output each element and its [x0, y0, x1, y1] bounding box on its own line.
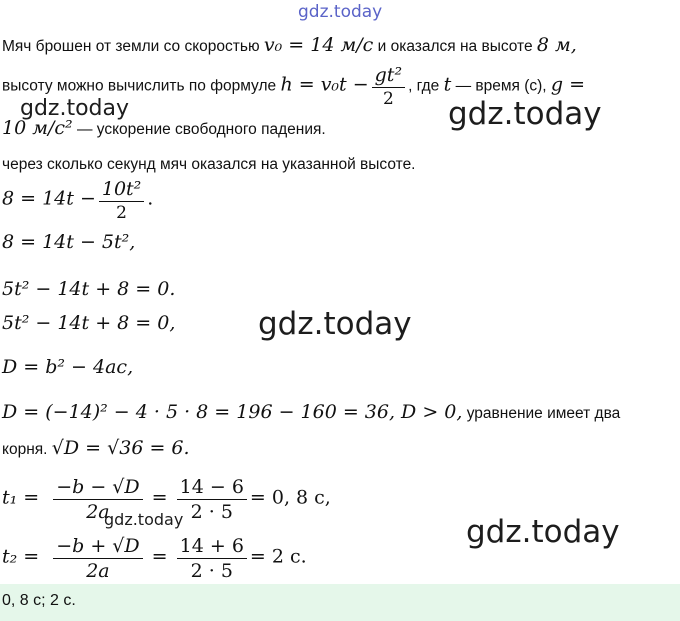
step-3: 5t² − 14t + 8 = 0. [2, 278, 176, 300]
answer-bar [0, 584, 680, 621]
step-1: 8 = 14t − $\frac{\text{10t²}}{2}$ . [2, 178, 154, 223]
formula-fraction: $\frac{\text{gt²}}{2}$ [372, 64, 405, 109]
problem-line-2: высоту можно вычислить по формуле h = v₀t − $\frac{\text{gt²}}{2}$ , где t — время (с), g = [2, 64, 586, 109]
problem-line-1: Мяч брошен от земли со скоростью v₀ = 14 м/c и оказался на высоте 8 м, [2, 34, 577, 56]
step-6: D = (−14)² − 4 · 5 · 8 = 196 − 160 = 36, D > 0, уравнение имеет два [2, 401, 621, 423]
step-4: 5t² − 14t + 8 = 0, [2, 312, 176, 334]
watermark: gdz.today [448, 96, 602, 132]
watermark: gdz.today [20, 96, 130, 121]
watermark: gdz.today [258, 306, 412, 342]
problem-line-4: через сколько секунд мяч оказался на указанной высоте. [2, 156, 416, 173]
step-2: 8 = 14t − 5t², [2, 231, 136, 253]
root-1: t₁ = $\frac{-b - √D}{2a}$ = $\frac{14 - 6}{2 \cdot 5}$ = 0, 8 с, [2, 476, 331, 523]
answer-text: 0, 8 с; 2 с. [2, 592, 76, 609]
step-5: D = b² − 4ac, [2, 356, 134, 378]
root-2: t₂ = $\frac{-b + √D}{2a}$ = $\frac{14 + 6}{2 \cdot 5}$ = 2 с. [2, 535, 307, 582]
watermark: gdz.today [104, 510, 184, 529]
watermark: gdz.today [466, 514, 620, 550]
watermark-top: gdz.today [298, 2, 383, 22]
step-7: корня. √D = √36 = 6. [2, 437, 190, 459]
problem-line-3: 10 м/c² — ускорение свободного падения. [2, 117, 326, 139]
